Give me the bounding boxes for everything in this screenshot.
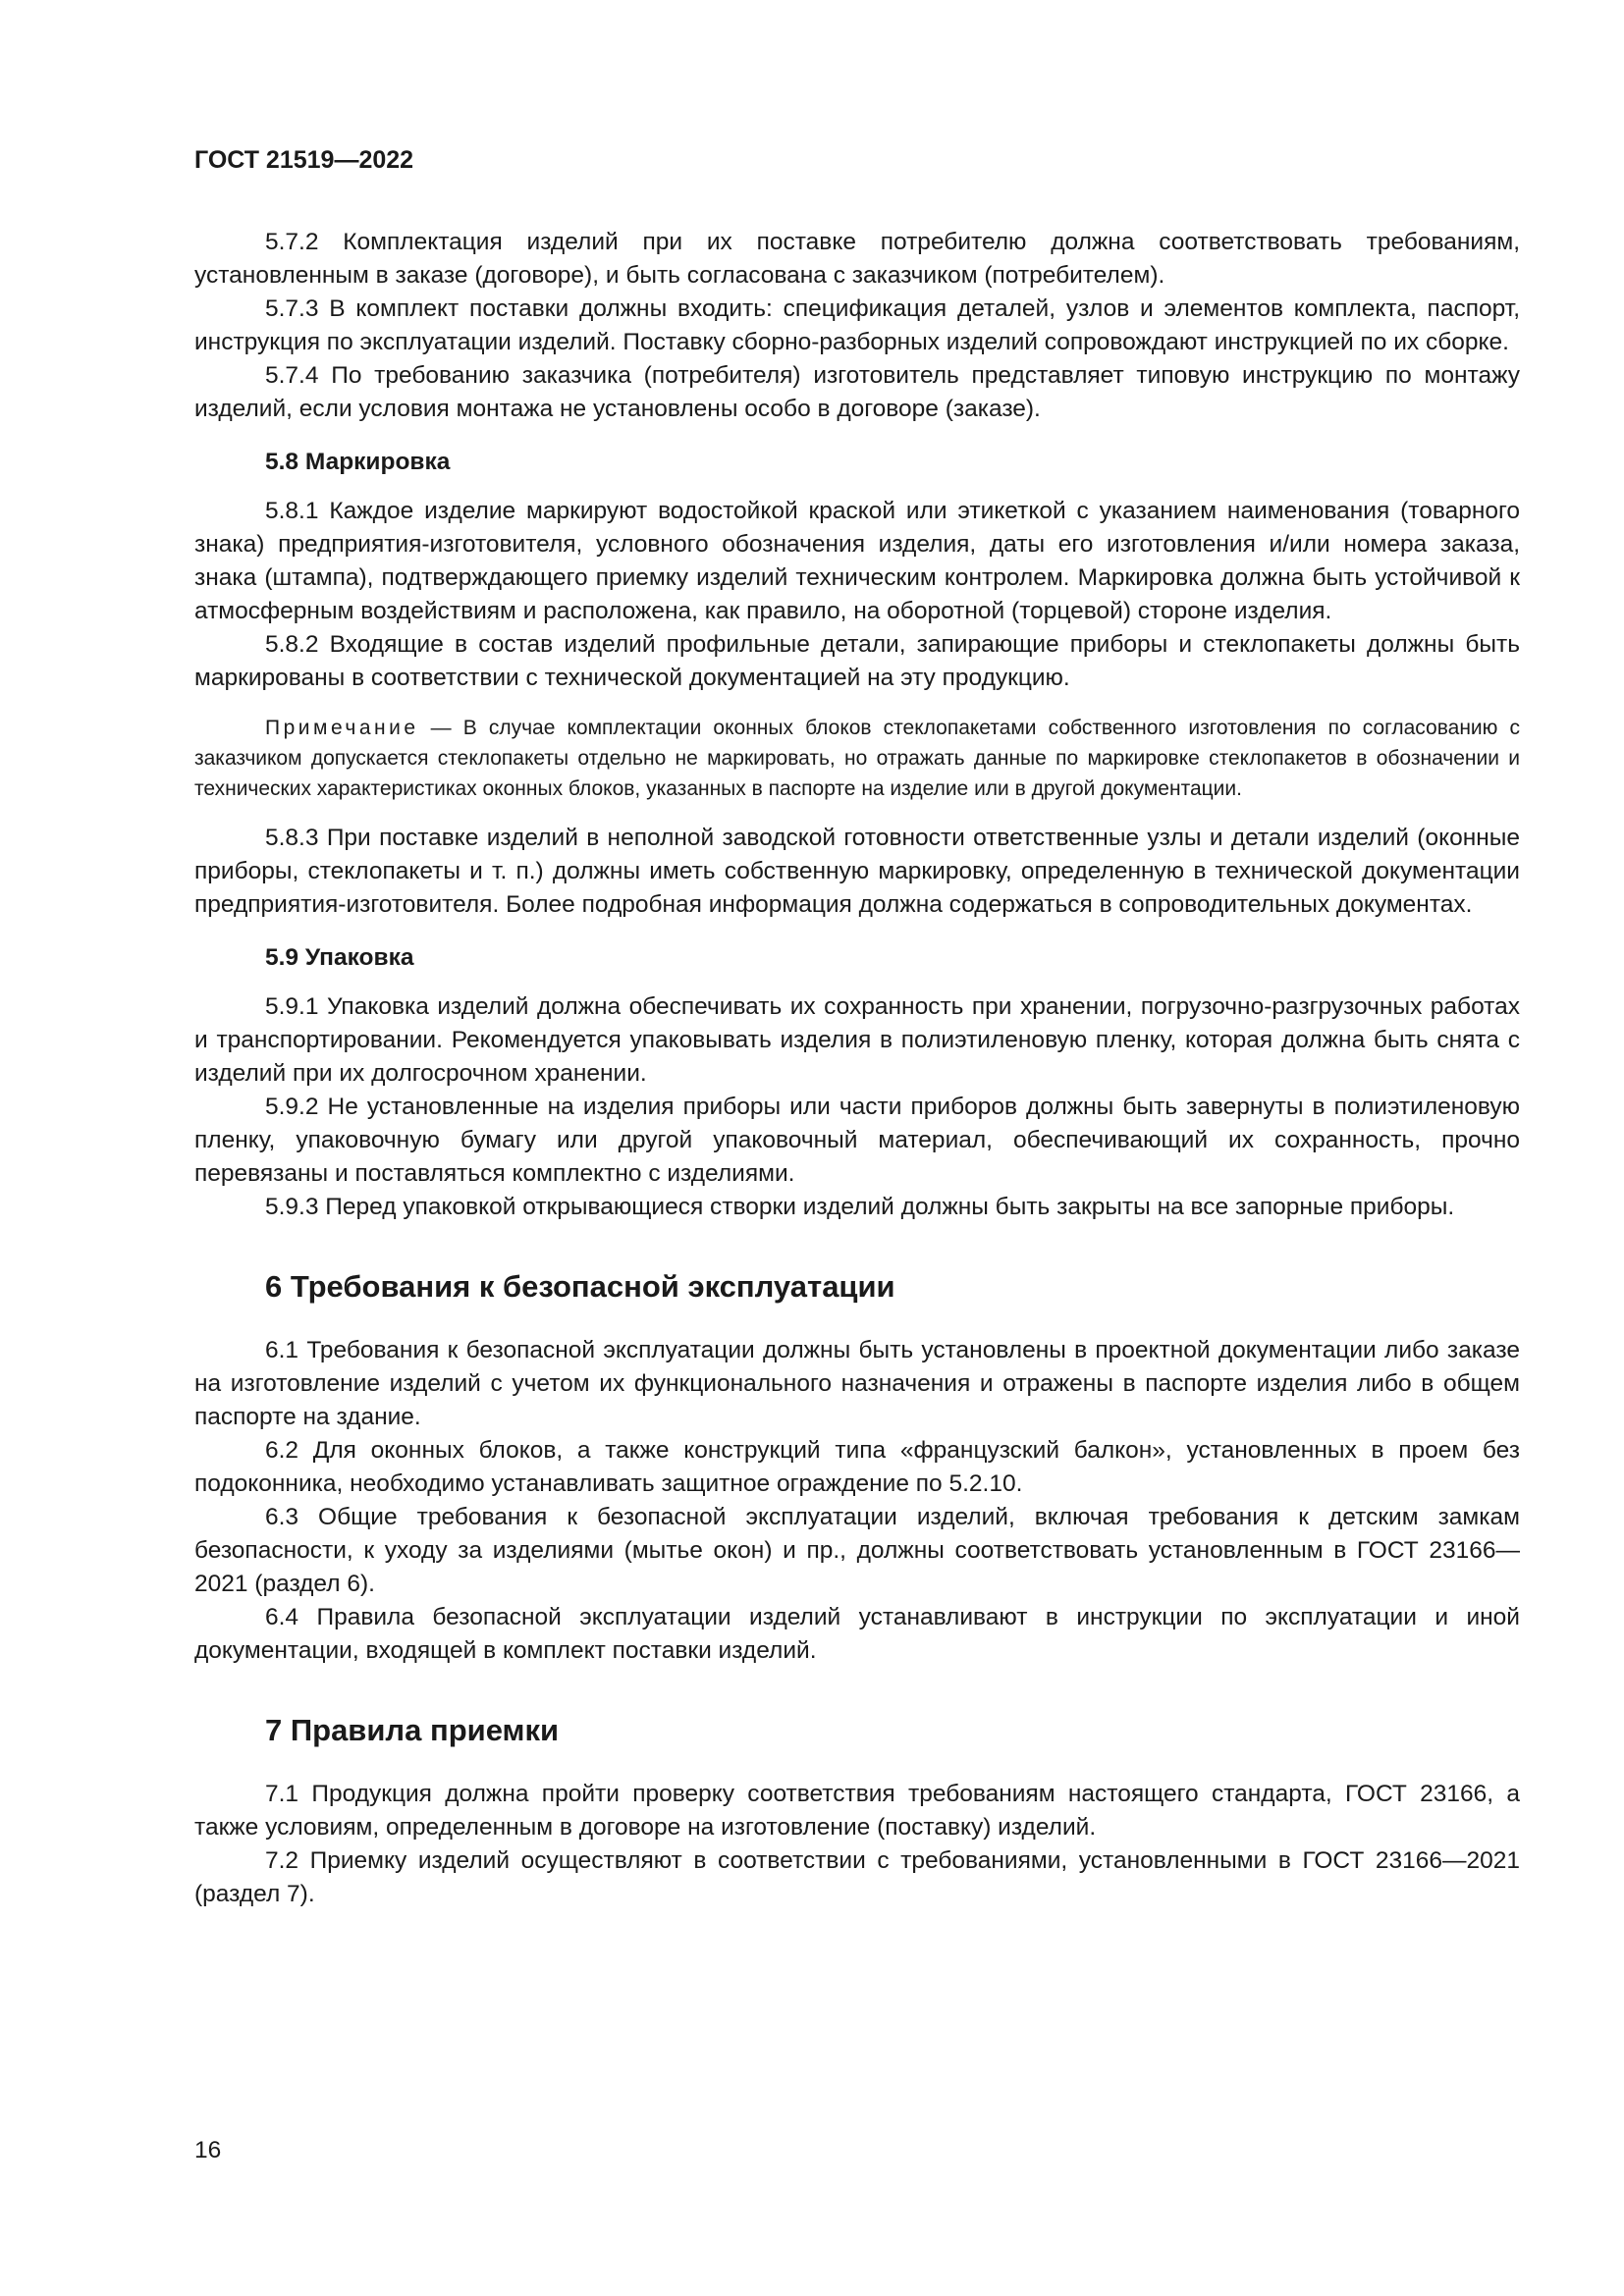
paragraph-5-8-1: 5.8.1 Каждое изделие маркируют водостойкой краской или этикеткой с указанием наименования (товарного знака) предприятия-изготовителя, условного обозначения изделия, даты его изготовления и/или номера заказа, знака (штампа), подтверждающего приемку изделий техническим контролем. Маркировка должна быть устойчивой к атмосферным воздействиям и расположена, как правило, на оборотной (торцевой) стороне изделия.: [194, 498, 1520, 624]
paragraph-6-1: 6.1 Требования к безопасной эксплуатации должны быть установлены в проектной документации либо заказе на изготовление изделий с учетом их функционального назначения и отражены в паспорте изделия либо в общем паспорте на здание.: [194, 1337, 1520, 1430]
paragraph-6-2: 6.2 Для оконных блоков, а также конструкций типа «французский балкон», установленных в проем без подоконника, необходимо устанавливать защитное ограждение по 5.2.10.: [194, 1437, 1520, 1497]
paragraph-5-8-2: 5.8.2 Входящие в состав изделий профильные детали, запирающие приборы и стеклопакеты должны быть маркированы в соответствии с технической документацией на эту продукцию.: [194, 631, 1520, 691]
paragraph-5-8-3: 5.8.3 При поставке изделий в неполной заводской готовности ответственные узлы и детали изделий (оконные приборы, стеклопакеты и т. п.) должны иметь собственную маркировку, определенную в технической документации предприятия-изготовителя. Более подробная информация должна содержаться в сопроводительных документах.: [194, 825, 1520, 918]
paragraph-7-2: 7.2 Приемку изделий осуществляют в соответствии с требованиями, установленными в ГОСТ 23166—2021 (раздел 7).: [194, 1847, 1520, 1907]
note-block: [194, 713, 1520, 804]
note-label: Примечание: [265, 717, 419, 739]
paragraph-7-1: 7.1 Продукция должна пройти проверку соответствия требованиям настоящего стандарта, ГОСТ 23166, а также условиям, определенным в договоре на изготовление (поставку) изделий.: [194, 1781, 1520, 1841]
document-page: [194, 145, 1520, 1911]
paragraph-6-4: 6.4 Правила безопасной эксплуатации изделий устанавливают в инструкции по эксплуатации и иной документации, входящей в комплект поставки изделий.: [194, 1604, 1520, 1664]
paragraph-5-9-2: 5.9.2 Не установленные на изделия приборы или части приборов должны быть завернуты в полиэтиленовую пленку, упаковочную бумагу или другой упаковочный материал, обеспечивающий их сохранность, прочно перевязаны и поставляться комплектно с изделиями.: [194, 1094, 1520, 1187]
paragraph-5-7-2: 5.7.2 Комплектация изделий при их поставке потребителю должна соответствовать требованиям, установленным в заказе (договоре), и быть согласована с заказчиком (потребителем).: [194, 229, 1520, 289]
paragraph-6-3: 6.3 Общие требования к безопасной эксплуатации изделий, включая требования к детским замкам безопасности, к уходу за изделиями (мытье окон) и пр., должны соответствовать установленным в ГОСТ 23166—2021 (раздел 6).: [194, 1504, 1520, 1597]
paragraph-5-7-4: 5.7.4 По требованию заказчика (потребителя) изготовитель представляет типовую инструкцию по монтажу изделий, если условия монтажа не установлены особо в договоре (заказе).: [194, 362, 1520, 422]
section-7-heading: 7 Правила приемки: [265, 1713, 560, 1747]
note-text: — В случае комплектации оконных блоков стеклопакетами собственного изготовления по согласованию с заказчиком допускается стеклопакеты отдельно не маркировать, но отражать данные по маркировке стеклопакетов в обозначении и технических характеристиках оконных блоков, указанных в паспорте на изделие или в другой документации.: [194, 717, 1520, 800]
paragraph-5-7-3: 5.7.3 В комплект поставки должны входить: спецификация деталей, узлов и элементов комплекта, паспорт, инструкция по эксплуатации изделий. Поставку сборно-разборных изделий сопровождают инструкцией по их сборке.: [194, 295, 1520, 355]
paragraph-5-9-3: 5.9.3 Перед упаковкой открывающиеся створки изделий должны быть закрыты на все запорные приборы.: [265, 1194, 1455, 1220]
document-code-header: ГОСТ 21519—2022: [194, 146, 414, 174]
page-number: 16: [194, 2137, 222, 2163]
paragraph-5-9-1: 5.9.1 Упаковка изделий должна обеспечивать их сохранность при хранении, погрузочно-разгрузочных работах и транспортировании. Рекомендуется упаковывать изделия в полиэтиленовую пленку, которая должна быть снята с изделий при их долгосрочном хранении.: [194, 993, 1520, 1087]
section-6-heading: 6 Требования к безопасной эксплуатации: [265, 1269, 895, 1304]
heading-5-8-marking: 5.8 Маркировка: [265, 449, 451, 475]
heading-5-9-packing: 5.9 Упаковка: [265, 944, 414, 971]
